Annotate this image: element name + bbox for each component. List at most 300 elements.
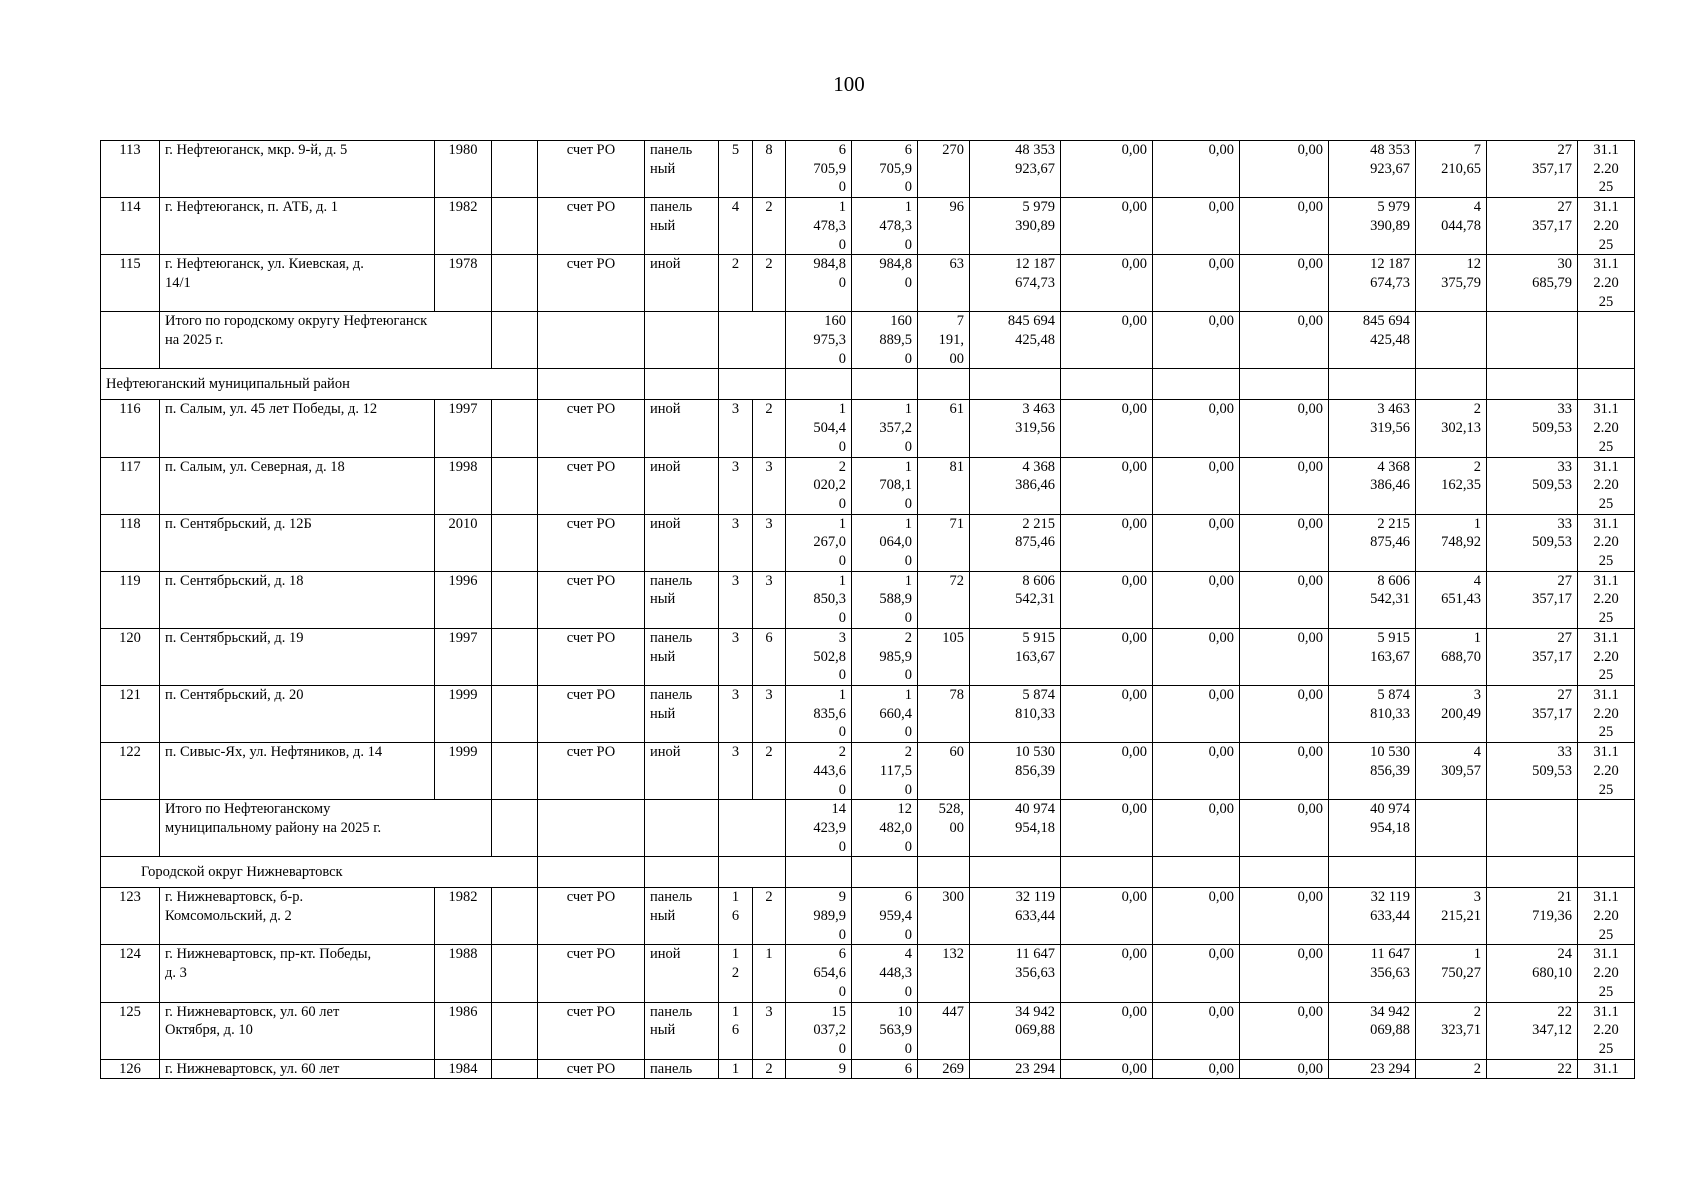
cost-local: 0,00 [1240, 800, 1329, 857]
cost-federal: 0,00 [1061, 312, 1153, 369]
total-cost: 40 974 954,18 [970, 800, 1061, 857]
building-address: п. Сентябрьский, д. 20 [160, 685, 435, 742]
building-address: г. Нефтеюганск, мкр. 9-й, д. 5 [160, 141, 435, 198]
total-area: 984,8 0 [786, 255, 852, 312]
cost-federal: 0,00 [1061, 628, 1153, 685]
total-area: 14 423,9 0 [786, 800, 852, 857]
unit-cost: 4 651,43 [1416, 571, 1487, 628]
empty-cell [538, 312, 645, 369]
residential-area: 984,8 0 [852, 255, 918, 312]
section-header-row [101, 857, 1635, 888]
fund-method: счет РО [538, 1002, 645, 1059]
unit-cost: 7 210,65 [1416, 141, 1487, 198]
empty-cell [1416, 857, 1487, 888]
max-unit-cost: 33 509,53 [1487, 400, 1578, 457]
residents-count: 63 [918, 255, 970, 312]
row-number: 122 [101, 743, 160, 800]
unit-cost: 2 323,71 [1416, 1002, 1487, 1059]
empty-cell [492, 198, 538, 255]
unit-cost: 4 044,78 [1416, 198, 1487, 255]
unit-cost: 1 688,70 [1416, 628, 1487, 685]
row-number: 117 [101, 457, 160, 514]
cost-federal: 0,00 [1061, 198, 1153, 255]
wall-material: панель ный [645, 1002, 719, 1059]
residential-area: 6 959,4 0 [852, 888, 918, 945]
wall-material: иной [645, 457, 719, 514]
total-area: 1 835,6 0 [786, 685, 852, 742]
empty-cell [719, 800, 786, 857]
housing-repair-register-table [100, 140, 1635, 1079]
total-cost: 11 647 356,63 [970, 945, 1061, 1002]
residential-area: 1 357,2 0 [852, 400, 918, 457]
residents-count: 269 [918, 1059, 970, 1079]
completion-date: 31.1 2.20 25 [1578, 400, 1635, 457]
empty-cell [538, 800, 645, 857]
entrances-count: 2 [753, 1059, 786, 1079]
entrances-count: 3 [753, 571, 786, 628]
empty-cell [1487, 857, 1578, 888]
total-area: 6 705,9 0 [786, 141, 852, 198]
completion-date: 31.1 2.20 25 [1578, 743, 1635, 800]
cost-owners: 2 215 875,46 [1329, 514, 1416, 571]
total-area: 1 850,3 0 [786, 571, 852, 628]
cost-local: 0,00 [1240, 1002, 1329, 1059]
total-area: 15 037,2 0 [786, 1002, 852, 1059]
entrances-count: 3 [753, 1002, 786, 1059]
cost-local: 0,00 [1240, 141, 1329, 198]
max-unit-cost: 24 680,10 [1487, 945, 1578, 1002]
empty-cell [1487, 312, 1578, 369]
completion-date: 31.1 2.20 25 [1578, 888, 1635, 945]
cost-regional: 0,00 [1153, 457, 1240, 514]
residential-area: 10 563,9 0 [852, 1002, 918, 1059]
residential-area: 6 [852, 1059, 918, 1079]
cost-federal: 0,00 [1061, 1059, 1153, 1079]
empty-cell [1329, 857, 1416, 888]
empty-cell [645, 369, 719, 400]
max-unit-cost: 21 719,36 [1487, 888, 1578, 945]
max-unit-cost: 33 509,53 [1487, 743, 1578, 800]
cost-federal: 0,00 [1061, 945, 1153, 1002]
commissioning-year: 1982 [435, 888, 492, 945]
cost-local: 0,00 [1240, 945, 1329, 1002]
cost-federal: 0,00 [1061, 400, 1153, 457]
building-address: п. Салым, ул. 45 лет Победы, д. 12 [160, 400, 435, 457]
empty-cell [645, 312, 719, 369]
cost-owners: 40 974 954,18 [1329, 800, 1416, 857]
building-address: п. Сентябрьский, д. 18 [160, 571, 435, 628]
empty-cell [1487, 800, 1578, 857]
table-row [101, 888, 1635, 945]
empty-cell [538, 857, 645, 888]
residential-area: 2 985,9 0 [852, 628, 918, 685]
cost-regional: 0,00 [1153, 571, 1240, 628]
fund-method: счет РО [538, 945, 645, 1002]
entrances-count: 3 [753, 685, 786, 742]
residents-count: 132 [918, 945, 970, 1002]
empty-cell [1578, 312, 1635, 369]
cost-regional: 0,00 [1153, 1002, 1240, 1059]
cost-regional: 0,00 [1153, 255, 1240, 312]
residential-area: 4 448,3 0 [852, 945, 918, 1002]
floors-count: 4 [719, 198, 753, 255]
residential-area: 12 482,0 0 [852, 800, 918, 857]
cost-federal: 0,00 [1061, 888, 1153, 945]
row-number: 119 [101, 571, 160, 628]
wall-material: панель ный [645, 141, 719, 198]
cost-owners: 4 368 386,46 [1329, 457, 1416, 514]
wall-material: панель ный [645, 685, 719, 742]
cost-federal: 0,00 [1061, 685, 1153, 742]
empty-cell [719, 857, 786, 888]
subtotal-label: Итого по городскому округу Нефтеюганск на 2025 г. [160, 312, 492, 369]
total-area: 1 478,3 0 [786, 198, 852, 255]
total-cost: 48 353 923,67 [970, 141, 1061, 198]
floors-count: 5 [719, 141, 753, 198]
cost-regional: 0,00 [1153, 312, 1240, 369]
cost-regional: 0,00 [1153, 514, 1240, 571]
wall-material: иной [645, 400, 719, 457]
commissioning-year: 1980 [435, 141, 492, 198]
floors-count: 1 [719, 1059, 753, 1079]
total-cost: 32 119 633,44 [970, 888, 1061, 945]
total-cost: 10 530 856,39 [970, 743, 1061, 800]
cost-owners: 5 874 810,33 [1329, 685, 1416, 742]
residential-area: 160 889,5 0 [852, 312, 918, 369]
building-address: г. Нефтеюганск, п. АТБ, д. 1 [160, 198, 435, 255]
completion-date: 31.1 2.20 25 [1578, 141, 1635, 198]
empty-cell [1240, 857, 1329, 888]
empty-cell [101, 800, 160, 857]
total-cost: 4 368 386,46 [970, 457, 1061, 514]
floors-count: 1 6 [719, 1002, 753, 1059]
row-number: 124 [101, 945, 160, 1002]
cost-owners: 32 119 633,44 [1329, 888, 1416, 945]
empty-cell [1416, 369, 1487, 400]
building-address: п. Сентябрьский, д. 19 [160, 628, 435, 685]
empty-cell [786, 857, 852, 888]
section-header-row [101, 369, 1635, 400]
wall-material: иной [645, 255, 719, 312]
entrances-count: 2 [753, 888, 786, 945]
building-address: г. Нижневартовск, б-р. Комсомольский, д. 2 [160, 888, 435, 945]
unit-cost: 2 302,13 [1416, 400, 1487, 457]
cost-federal: 0,00 [1061, 1002, 1153, 1059]
fund-method: счет РО [538, 628, 645, 685]
fund-method: счет РО [538, 743, 645, 800]
total-cost: 23 294 [970, 1059, 1061, 1079]
wall-material: панель ный [645, 628, 719, 685]
empty-cell [970, 369, 1061, 400]
row-number: 121 [101, 685, 160, 742]
unit-cost: 2 [1416, 1059, 1487, 1079]
cost-owners: 12 187 674,73 [1329, 255, 1416, 312]
empty-cell [492, 628, 538, 685]
row-number: 118 [101, 514, 160, 571]
empty-cell [492, 571, 538, 628]
cost-federal: 0,00 [1061, 571, 1153, 628]
fund-method: счет РО [538, 514, 645, 571]
max-unit-cost: 22 347,12 [1487, 1002, 1578, 1059]
fund-method: счет РО [538, 1059, 645, 1079]
wall-material: панель ный [645, 888, 719, 945]
total-area: 2 020,2 0 [786, 457, 852, 514]
entrances-count: 3 [753, 514, 786, 571]
empty-cell [786, 369, 852, 400]
cost-owners: 10 530 856,39 [1329, 743, 1416, 800]
total-cost: 34 942 069,88 [970, 1002, 1061, 1059]
commissioning-year: 1998 [435, 457, 492, 514]
fund-method: счет РО [538, 198, 645, 255]
section-title: Нефтеюганский муниципальный район [101, 369, 538, 400]
empty-cell [492, 743, 538, 800]
fund-method: счет РО [538, 255, 645, 312]
commissioning-year: 1999 [435, 743, 492, 800]
commissioning-year: 2010 [435, 514, 492, 571]
residents-count: 60 [918, 743, 970, 800]
row-number: 120 [101, 628, 160, 685]
empty-cell [101, 312, 160, 369]
building-address: п. Сентябрьский, д. 12Б [160, 514, 435, 571]
cost-regional: 0,00 [1153, 400, 1240, 457]
wall-material: иной [645, 514, 719, 571]
cost-local: 0,00 [1240, 743, 1329, 800]
empty-cell [645, 857, 719, 888]
residential-area: 2 117,5 0 [852, 743, 918, 800]
cost-owners: 3 463 319,56 [1329, 400, 1416, 457]
cost-owners: 23 294 [1329, 1059, 1416, 1079]
cost-regional: 0,00 [1153, 945, 1240, 1002]
residents-count: 7 191, 00 [918, 312, 970, 369]
empty-cell [1061, 857, 1153, 888]
floors-count: 1 2 [719, 945, 753, 1002]
max-unit-cost: 27 357,17 [1487, 198, 1578, 255]
total-area: 9 989,9 0 [786, 888, 852, 945]
total-cost: 5 979 390,89 [970, 198, 1061, 255]
residents-count: 447 [918, 1002, 970, 1059]
empty-cell [645, 800, 719, 857]
residents-count: 300 [918, 888, 970, 945]
empty-cell [492, 400, 538, 457]
floors-count: 3 [719, 400, 753, 457]
residents-count: 81 [918, 457, 970, 514]
residents-count: 528, 00 [918, 800, 970, 857]
empty-cell [1416, 800, 1487, 857]
fund-method: счет РО [538, 400, 645, 457]
row-number: 115 [101, 255, 160, 312]
empty-cell [1487, 369, 1578, 400]
row-number: 114 [101, 198, 160, 255]
cost-owners: 5 979 390,89 [1329, 198, 1416, 255]
cost-owners: 34 942 069,88 [1329, 1002, 1416, 1059]
empty-cell [1329, 369, 1416, 400]
total-cost: 12 187 674,73 [970, 255, 1061, 312]
building-address: г. Нижневартовск, пр-кт. Победы, д. 3 [160, 945, 435, 1002]
max-unit-cost: 22 [1487, 1059, 1578, 1079]
residents-count: 105 [918, 628, 970, 685]
wall-material: иной [645, 743, 719, 800]
total-cost: 2 215 875,46 [970, 514, 1061, 571]
total-area: 2 443,6 0 [786, 743, 852, 800]
floors-count: 2 [719, 255, 753, 312]
table-row [101, 141, 1635, 198]
empty-cell [1416, 312, 1487, 369]
commissioning-year: 1984 [435, 1059, 492, 1079]
residents-count: 96 [918, 198, 970, 255]
row-number: 126 [101, 1059, 160, 1079]
commissioning-year: 1997 [435, 400, 492, 457]
total-cost: 5 874 810,33 [970, 685, 1061, 742]
max-unit-cost: 33 509,53 [1487, 514, 1578, 571]
cost-federal: 0,00 [1061, 457, 1153, 514]
cost-local: 0,00 [1240, 400, 1329, 457]
unit-cost: 3 215,21 [1416, 888, 1487, 945]
empty-cell [1153, 857, 1240, 888]
cost-local: 0,00 [1240, 888, 1329, 945]
commissioning-year: 1996 [435, 571, 492, 628]
subtotal-row [101, 312, 1635, 369]
empty-cell [1578, 800, 1635, 857]
empty-cell [492, 945, 538, 1002]
completion-date: 31.1 2.20 25 [1578, 685, 1635, 742]
empty-cell [1240, 369, 1329, 400]
cost-regional: 0,00 [1153, 141, 1240, 198]
subtotal-row [101, 800, 1635, 857]
building-address: п. Сивыс-Ях, ул. Нефтяников, д. 14 [160, 743, 435, 800]
entrances-count: 6 [753, 628, 786, 685]
building-address: г. Нижневартовск, ул. 60 лет Октября, д. 10 [160, 1002, 435, 1059]
unit-cost: 12 375,79 [1416, 255, 1487, 312]
residential-area: 6 705,9 0 [852, 141, 918, 198]
max-unit-cost: 27 357,17 [1487, 628, 1578, 685]
cost-regional: 0,00 [1153, 888, 1240, 945]
table-row [101, 743, 1635, 800]
table-row [101, 1059, 1635, 1079]
commissioning-year: 1988 [435, 945, 492, 1002]
completion-date: 31.1 2.20 25 [1578, 945, 1635, 1002]
floors-count: 3 [719, 514, 753, 571]
commissioning-year: 1978 [435, 255, 492, 312]
cost-federal: 0,00 [1061, 800, 1153, 857]
subtotal-label: Итого по Нефтеюганскому муниципальному району на 2025 г. [160, 800, 492, 857]
completion-date: 31.1 [1578, 1059, 1635, 1079]
max-unit-cost: 33 509,53 [1487, 457, 1578, 514]
unit-cost: 1 750,27 [1416, 945, 1487, 1002]
residents-count: 270 [918, 141, 970, 198]
cost-local: 0,00 [1240, 312, 1329, 369]
fund-method: счет РО [538, 457, 645, 514]
entrances-count: 2 [753, 255, 786, 312]
empty-cell [970, 857, 1061, 888]
wall-material: панель ный [645, 198, 719, 255]
residential-area: 1 588,9 0 [852, 571, 918, 628]
cost-local: 0,00 [1240, 1059, 1329, 1079]
total-cost: 5 915 163,67 [970, 628, 1061, 685]
table-row [101, 198, 1635, 255]
commissioning-year: 1999 [435, 685, 492, 742]
empty-cell [918, 857, 970, 888]
cost-local: 0,00 [1240, 514, 1329, 571]
empty-cell [492, 888, 538, 945]
max-unit-cost: 27 357,17 [1487, 571, 1578, 628]
cost-regional: 0,00 [1153, 743, 1240, 800]
unit-cost: 4 309,57 [1416, 743, 1487, 800]
empty-cell [492, 1002, 538, 1059]
cost-regional: 0,00 [1153, 800, 1240, 857]
completion-date: 31.1 2.20 25 [1578, 628, 1635, 685]
empty-cell [719, 369, 786, 400]
residents-count: 78 [918, 685, 970, 742]
total-cost: 8 606 542,31 [970, 571, 1061, 628]
empty-cell [492, 514, 538, 571]
empty-cell [852, 857, 918, 888]
unit-cost: 1 748,92 [1416, 514, 1487, 571]
building-address: п. Салым, ул. Северная, д. 18 [160, 457, 435, 514]
total-area: 3 502,8 0 [786, 628, 852, 685]
fund-method: счет РО [538, 141, 645, 198]
empty-cell [492, 141, 538, 198]
wall-material: панель ный [645, 571, 719, 628]
total-area: 6 654,6 0 [786, 945, 852, 1002]
total-area: 160 975,3 0 [786, 312, 852, 369]
commissioning-year: 1982 [435, 198, 492, 255]
unit-cost: 3 200,49 [1416, 685, 1487, 742]
empty-cell [1578, 857, 1635, 888]
total-area: 9 [786, 1059, 852, 1079]
floors-count: 3 [719, 743, 753, 800]
residents-count: 72 [918, 571, 970, 628]
floors-count: 3 [719, 571, 753, 628]
row-number: 125 [101, 1002, 160, 1059]
table-row [101, 945, 1635, 1002]
completion-date: 31.1 2.20 25 [1578, 1002, 1635, 1059]
completion-date: 31.1 2.20 25 [1578, 571, 1635, 628]
table-row [101, 571, 1635, 628]
row-number: 113 [101, 141, 160, 198]
empty-cell [918, 369, 970, 400]
cost-federal: 0,00 [1061, 141, 1153, 198]
residential-area: 1 478,3 0 [852, 198, 918, 255]
fund-method: счет РО [538, 571, 645, 628]
total-cost: 3 463 319,56 [970, 400, 1061, 457]
completion-date: 31.1 2.20 25 [1578, 198, 1635, 255]
cost-regional: 0,00 [1153, 198, 1240, 255]
empty-cell [1578, 369, 1635, 400]
cost-local: 0,00 [1240, 685, 1329, 742]
cost-owners: 48 353 923,67 [1329, 141, 1416, 198]
cost-owners: 5 915 163,67 [1329, 628, 1416, 685]
total-area: 1 267,0 0 [786, 514, 852, 571]
cost-federal: 0,00 [1061, 514, 1153, 571]
empty-cell [492, 457, 538, 514]
entrances-count: 2 [753, 400, 786, 457]
completion-date: 31.1 2.20 25 [1578, 255, 1635, 312]
cost-local: 0,00 [1240, 255, 1329, 312]
empty-cell [538, 369, 645, 400]
entrances-count: 1 [753, 945, 786, 1002]
residential-area: 1 660,4 0 [852, 685, 918, 742]
row-number: 116 [101, 400, 160, 457]
wall-material: иной [645, 945, 719, 1002]
section-title: Городской округ Нижневартовск [101, 857, 538, 888]
empty-cell [492, 1059, 538, 1079]
cost-federal: 0,00 [1061, 255, 1153, 312]
row-number: 123 [101, 888, 160, 945]
cost-federal: 0,00 [1061, 743, 1153, 800]
cost-local: 0,00 [1240, 198, 1329, 255]
fund-method: счет РО [538, 888, 645, 945]
cost-regional: 0,00 [1153, 685, 1240, 742]
